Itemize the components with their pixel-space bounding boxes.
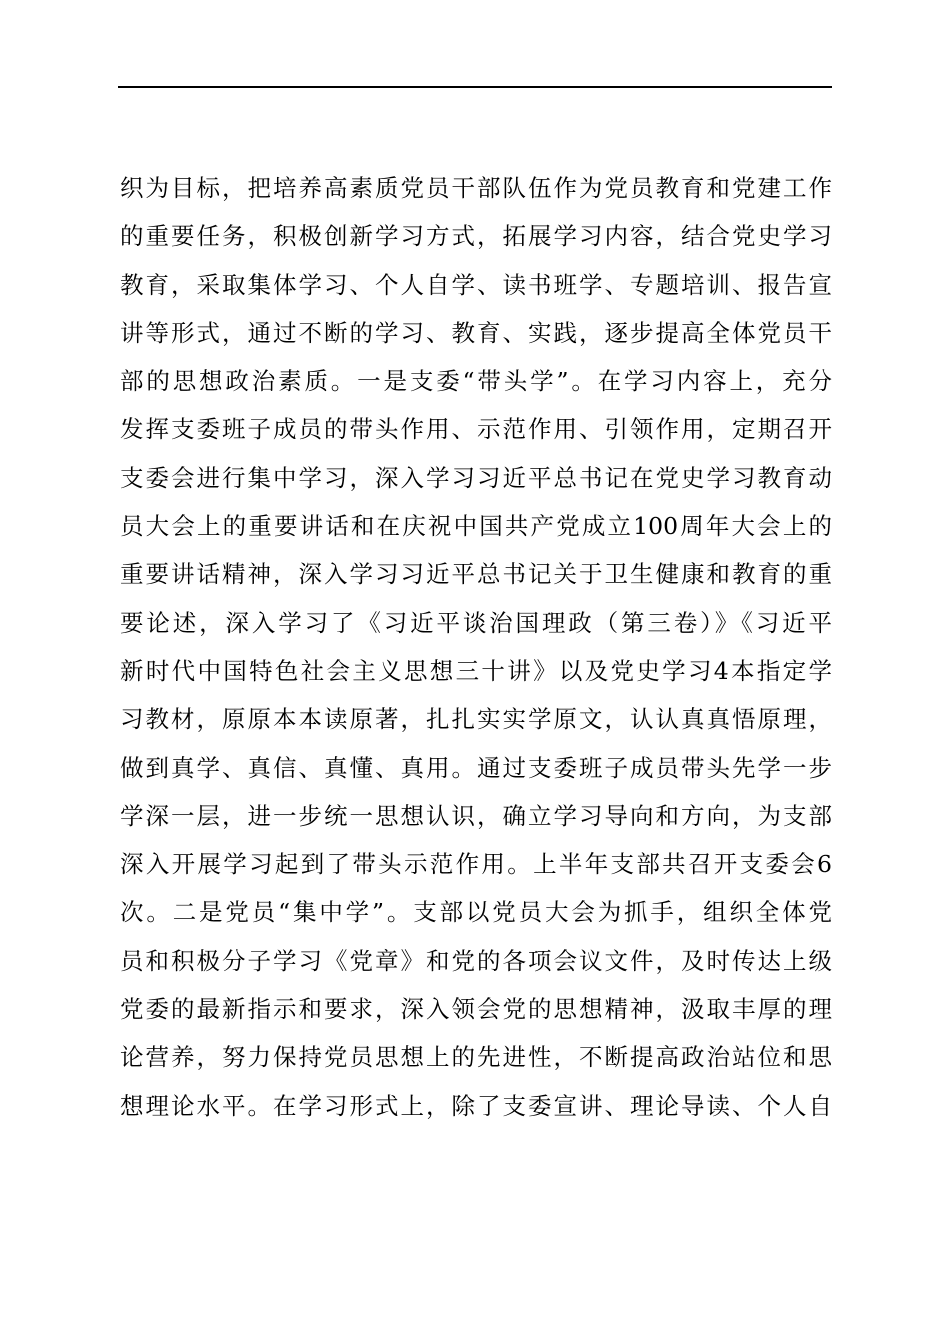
text-line-8: 员大会上的重要讲话和在庆祝中国共产党成立100周年大会上的 bbox=[120, 512, 832, 541]
document-body bbox=[120, 164, 832, 1130]
text-line-17: 员和积极分子学习《党章》和党的各项会议文件，及时传达上级 bbox=[120, 946, 832, 975]
text-line-19: 论营养，努力保持党员思想上的先进性，不断提高政治站位和思 bbox=[120, 1043, 832, 1072]
text-line-14: 学深一层，进一步统一思想认识，确立学习导向和方向，为支部 bbox=[120, 801, 832, 830]
text-line-12: 习教材，原原本本读原著，扎扎实实学原文，认认真真悟原理， bbox=[120, 705, 832, 734]
text-line-13: 做到真学、真信、真懂、真用。通过支委班子成员带头先学一步 bbox=[120, 753, 832, 782]
text-line-9: 重要讲话精神，深入学习习近平总书记关于卫生健康和教育的重 bbox=[120, 560, 832, 589]
text-line-10: 要论述，深入学习了《习近平谈治国理政（第三卷）》《习近平 bbox=[120, 608, 832, 637]
text-line-6: 发挥支委班子成员的带头作用、示范作用、引领作用，定期召开 bbox=[120, 415, 832, 444]
text-line-7: 支委会进行集中学习，深入学习习近平总书记在党史学习教育动 bbox=[120, 463, 832, 492]
text-line-16: 次。二是党员“集中学”。支部以党员大会为抓手，组织全体党 bbox=[120, 898, 832, 927]
text-line-1: 织为目标，把培养高素质党员干部队伍作为党员教育和党建工作 bbox=[120, 174, 832, 202]
text-line-4: 讲等形式，通过不断的学习、教育、实践，逐步提高全体党员干 bbox=[120, 318, 832, 347]
text-line-2: 的重要任务，积极创新学习方式，拓展学习内容，结合党史学习 bbox=[120, 222, 832, 251]
text-line-5: 部的思想政治素质。一是支委“带头学”。在学习内容上，充分 bbox=[120, 367, 832, 396]
text-line-11: 新时代中国特色社会主义思想三十讲》以及党史学习4本指定学 bbox=[120, 656, 832, 685]
text-line-18: 党委的最新指示和要求，深入领会党的思想精神，汲取丰厚的理 bbox=[120, 995, 832, 1024]
text-line-15: 深入开展学习起到了带头示范作用。上半年支部共召开支委会6 bbox=[120, 850, 832, 879]
header-rule bbox=[118, 86, 832, 88]
text-line-3: 教育，采取集体学习、个人自学、读书班学、专题培训、报告宣 bbox=[120, 270, 832, 299]
text-line-20: 想理论水平。在学习形式上，除了支委宣讲、理论导读、个人自 bbox=[120, 1091, 832, 1120]
